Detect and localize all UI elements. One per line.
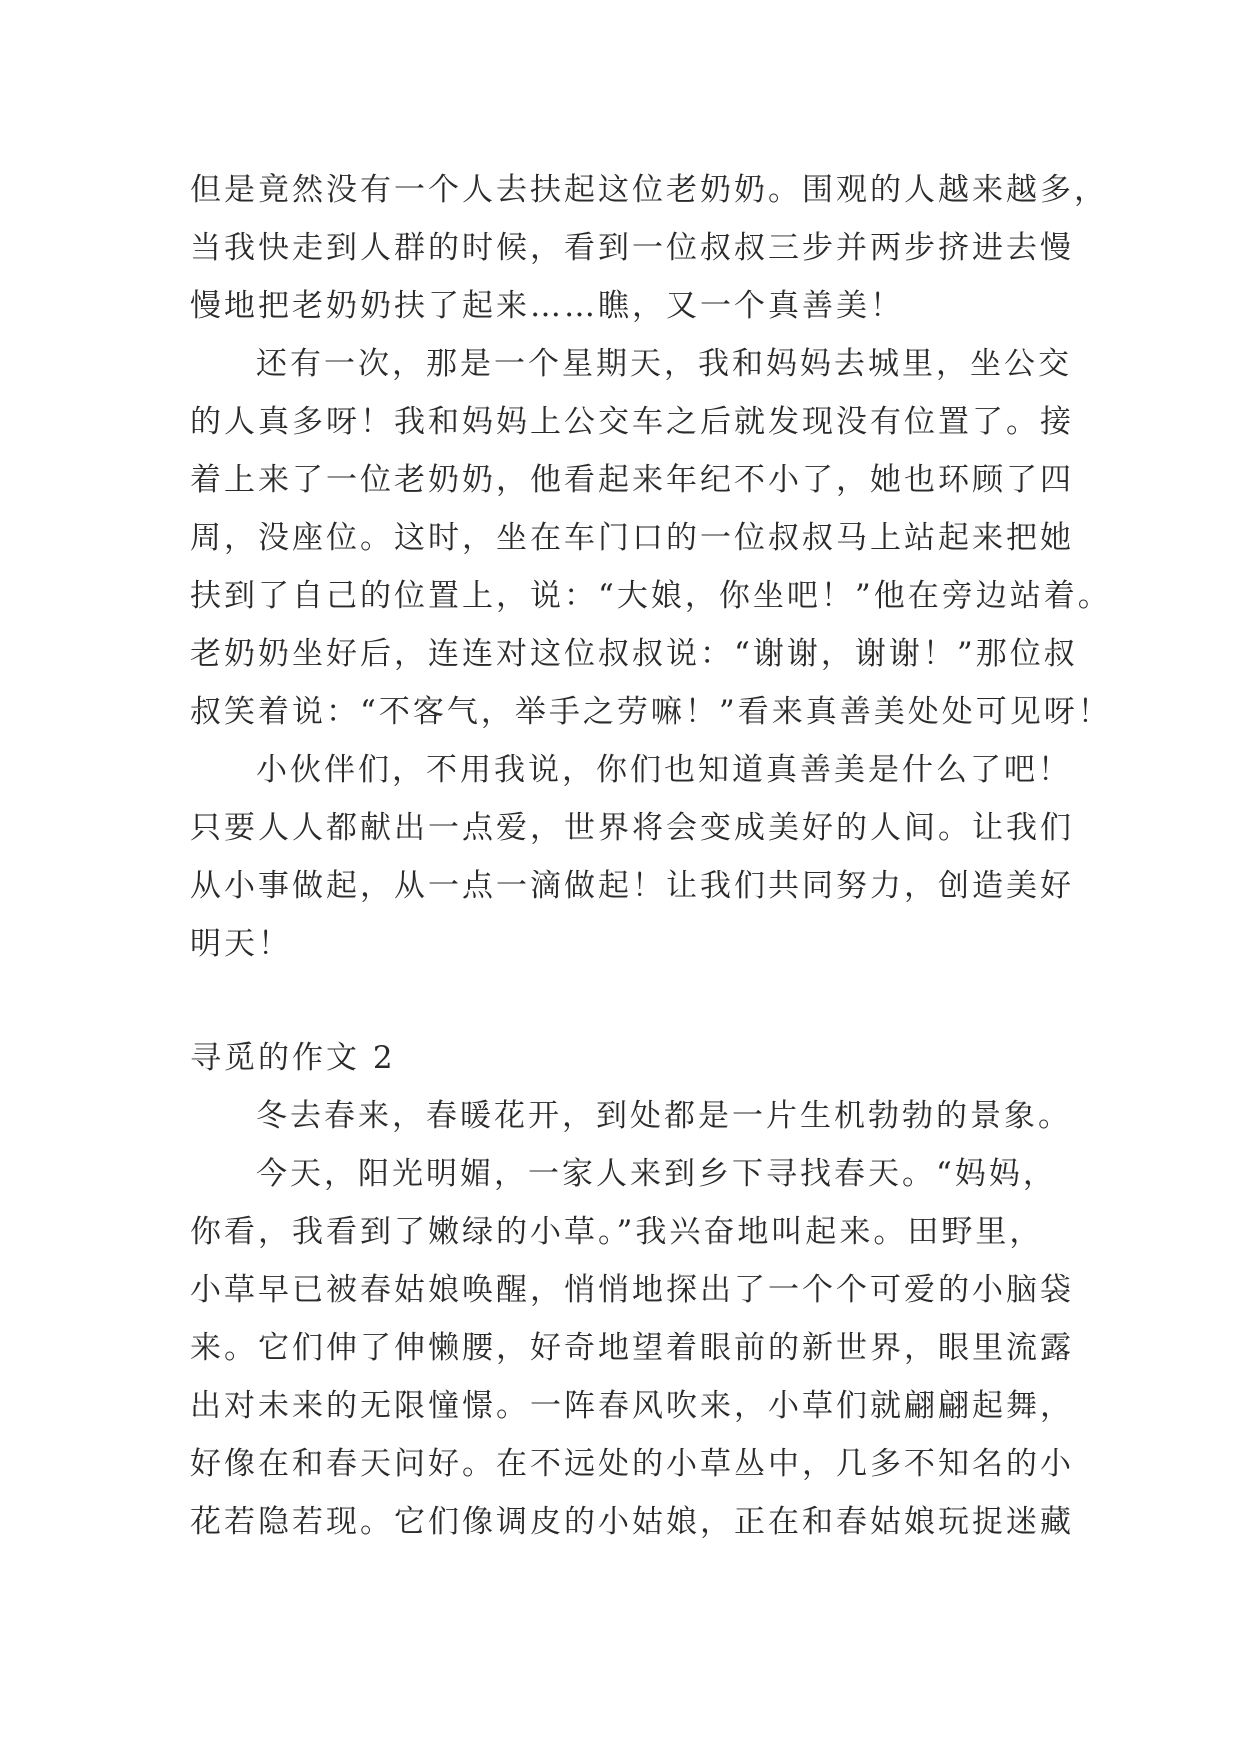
- paragraph-line: 你看，我看到了嫩绿的小草。”我兴奋地叫起来。田野里，: [190, 1214, 1044, 1250]
- paragraph-line: 周，没座位。这时，坐在车门口的一位叔叔马上站起来把她: [190, 520, 1074, 556]
- paragraph-line: 的人真多呀！我和妈妈上公交车之后就发现没有位置了。接: [190, 404, 1074, 440]
- paragraph-line: 慢地把老奶奶扶了起来……瞧，又一个真善美！: [190, 288, 904, 324]
- paragraph-line: 好像在和春天问好。在不远处的小草丛中，几多不知名的小: [190, 1446, 1074, 1482]
- paragraph-line: 花若隐若现。它们像调皮的小姑娘，正在和春姑娘玩捉迷藏: [190, 1504, 1074, 1540]
- paragraph-line: 还有一次，那是一个星期天，我和妈妈去城里，坐公交: [256, 346, 1072, 382]
- paragraph-line: 当我快走到人群的时候，看到一位叔叔三步并两步挤进去慢: [190, 230, 1074, 266]
- paragraph-line: 来。它们伸了伸懒腰，好奇地望着眼前的新世界，眼里流露: [190, 1330, 1074, 1366]
- paragraph-line: 着上来了一位老奶奶，他看起来年纪不小了，她也环顾了四: [190, 462, 1074, 498]
- paragraph-line: 小草早已被春姑娘唤醒，悄悄地探出了一个个可爱的小脑袋: [190, 1272, 1074, 1308]
- paragraph-line: 今天，阳光明媚，一家人来到乡下寻找春天。“妈妈，: [256, 1156, 1057, 1192]
- paragraph-line: 老奶奶坐好后，连连对这位叔叔说：“谢谢，谢谢！”那位叔: [190, 636, 1078, 672]
- paragraph-line: 冬去春来，春暖花开，到处都是一片生机勃勃的景象。: [256, 1098, 1072, 1134]
- paragraph-line: 扶到了自己的位置上，说：“大娘，你坐吧！”他在旁边站着。: [190, 578, 1112, 614]
- paragraph-line: 只要人人都献出一点爱，世界将会变成美好的人间。让我们: [190, 810, 1074, 846]
- paragraph-line: 出对未来的无限憧憬。一阵春风吹来，小草们就翩翩起舞，: [190, 1388, 1074, 1424]
- section-title: 寻觅的作文 2: [190, 1040, 396, 1076]
- paragraph-line: 叔笑着说：“不客气，举手之劳嘛！”看来真善美处处可见呀！: [190, 694, 1112, 730]
- paragraph-line: 从小事做起，从一点一滴做起！让我们共同努力，创造美好: [190, 868, 1074, 904]
- paragraph-line: 小伙伴们，不用我说，你们也知道真善美是什么了吧！: [256, 752, 1072, 788]
- paragraph-line: 但是竟然没有一个人去扶起这位老奶奶。围观的人越来越多，: [190, 172, 1108, 208]
- paragraph-line: 明天！: [190, 926, 292, 962]
